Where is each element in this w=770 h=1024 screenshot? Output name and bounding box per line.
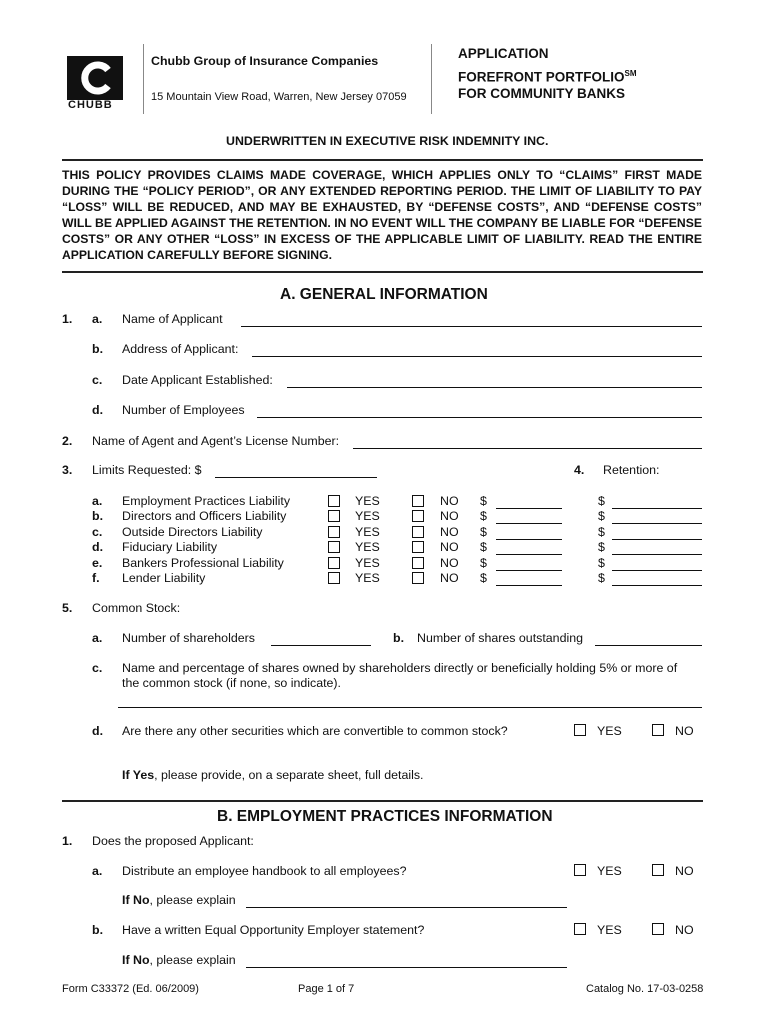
coverage-no-checkbox[interactable] (412, 557, 424, 569)
q1b-letter: b. (92, 342, 104, 356)
b-q1a-if-no (122, 893, 236, 907)
agent-license-field[interactable] (353, 448, 702, 449)
q5-number: 5. (62, 601, 73, 615)
q2-label: Name of Agent and Agent’s License Number: (92, 434, 340, 448)
b-q1b-if-no (122, 953, 236, 967)
limit-dollar-sign: $ (480, 509, 487, 523)
q1d-letter: d. (92, 403, 104, 417)
limit-amount-field[interactable] (496, 523, 562, 524)
q4-number: 4. (574, 463, 585, 477)
limit-dollar-sign: $ (480, 525, 487, 539)
q5c-label-line1: Name and percentage of shares owned by shareholders directly or beneficially holding 5% or more of (122, 661, 678, 675)
applicant-name-field[interactable] (241, 326, 702, 327)
title-forefront-text: FOREFRONT PORTFOLIO (458, 69, 625, 85)
b-q1b-no-label: NO (675, 923, 694, 937)
b-q1a-no-label: NO (675, 864, 694, 878)
coverage-yes-checkbox[interactable] (328, 572, 340, 584)
coverage-yes-checkbox[interactable] (328, 510, 340, 522)
q5d-no-label: NO (675, 724, 694, 738)
chubb-logo (64, 56, 126, 114)
coverage-no-checkbox[interactable] (412, 541, 424, 553)
b-q1b-letter: b. (92, 923, 104, 937)
coverage-no-checkbox[interactable] (412, 510, 424, 522)
limit-amount-field[interactable] (496, 585, 562, 586)
coverage-yes-checkbox[interactable] (328, 526, 340, 538)
disclaimer-top-rule (62, 159, 703, 161)
b-q1b-if-no-rest: , please explain (149, 953, 236, 967)
q5d-letter: d. (92, 724, 104, 738)
coverage-yes-checkbox[interactable] (328, 541, 340, 553)
q5c-letter: c. (92, 661, 103, 675)
retention-dollar-sign: $ (598, 525, 605, 539)
q5d-if-yes-rest: , please provide, on a separate sheet, full details. (154, 768, 424, 782)
limit-amount-field[interactable] (496, 554, 562, 555)
footer-catalog-number: Catalog No. 17-03-0258 (586, 983, 704, 995)
retention-dollar-sign: $ (598, 556, 605, 570)
shares-outstanding-field[interactable] (595, 645, 702, 646)
limit-dollar-sign: $ (480, 494, 487, 508)
b-q1b-explain-field[interactable] (246, 967, 567, 968)
b-q1b-label: Have a written Equal Opportunity Employer statement? (122, 923, 425, 937)
coverage-label: Lender Liability (122, 571, 206, 585)
coverage-yes-label: YES (355, 540, 380, 554)
logo-wordmark: CHUBB (68, 99, 113, 111)
coverage-yes-label: YES (355, 571, 380, 585)
limit-amount-field[interactable] (496, 539, 562, 540)
retention-amount-field[interactable] (612, 585, 702, 586)
q1-number: 1. (62, 312, 73, 326)
coverage-yes-label: YES (355, 494, 380, 508)
employees-field[interactable] (257, 417, 702, 418)
q5d-if-yes (122, 768, 423, 782)
coverage-letter: f. (92, 571, 100, 585)
b-q1b-yes-label: YES (597, 923, 622, 937)
coverage-label: Directors and Officers Liability (122, 509, 287, 523)
b-q1b-no-checkbox[interactable] (652, 923, 664, 935)
coverage-label: Outside Directors Liability (122, 525, 263, 539)
date-established-field[interactable] (287, 387, 702, 388)
company-name: Chubb Group of Insurance Companies (151, 54, 379, 68)
q1a-label: Name of Applicant (122, 312, 223, 326)
q1a-letter: a. (92, 312, 103, 326)
coverage-yes-label: YES (355, 525, 380, 539)
title-forefront (458, 69, 637, 85)
q1c-label: Date Applicant Established: (122, 373, 273, 387)
q5b-label: Number of shares outstanding (417, 631, 583, 645)
coverage-letter: c. (92, 525, 103, 539)
retention-dollar-sign: $ (598, 540, 605, 554)
section-b-rule (62, 800, 703, 802)
retention-amount-field[interactable] (612, 523, 702, 524)
coverage-yes-label: YES (355, 556, 380, 570)
q1d-label: Number of Employees (122, 403, 245, 417)
limit-amount-field[interactable] (496, 508, 562, 509)
b-q1a-yes-label: YES (597, 864, 622, 878)
coverage-no-checkbox[interactable] (412, 495, 424, 507)
retention-amount-field[interactable] (612, 539, 702, 540)
coverage-yes-checkbox[interactable] (328, 495, 340, 507)
q2-number: 2. (62, 434, 73, 448)
retention-dollar-sign: $ (598, 571, 605, 585)
q5-label: Common Stock: (92, 601, 181, 615)
q5d-no-checkbox[interactable] (652, 724, 664, 736)
limit-dollar-sign: $ (480, 571, 487, 585)
b-q1b-if-no-bold: If No (122, 953, 150, 967)
q3-label: Limits Requested: $ (92, 463, 202, 477)
coverage-no-label: NO (440, 525, 459, 539)
coverage-no-label: NO (440, 556, 459, 570)
coverage-no-label: NO (440, 509, 459, 523)
applicant-address-field[interactable] (252, 356, 702, 357)
disclaimer-bottom-rule (62, 271, 703, 273)
coverage-letter: b. (92, 509, 104, 523)
q5d-yes-label: YES (597, 724, 622, 738)
disclaimer-text: THIS POLICY PROVIDES CLAIMS MADE COVERAGE, WHICH APPLIES ONLY TO “CLAIMS” FIRST MADE DURING THE “POLICY PERIOD”, OR ANY EXTENDED REPORTING PERIOD. THE LIMIT OF LIABILITY TO PAY “LOSS” WILL BE REDUCED, AND MAY BE EXHAUSTED, BY “DEFENSE COSTS”, AND “DEFENSE COSTS” WILL BE APPLIED AGAINST THE RETENTION. IN NO EVENT WILL THE COMPANY BE LIABLE FOR “DEFENSE COSTS” OR ANY OTHER “LOSS” IN EXCESS OF THE APPLICABLE LIMIT OF LIABILITY. READ THE ENTIRE APPLICATION CAREFULLY BEFORE SIGNING. (62, 168, 702, 262)
q5d-if-yes-bold: If Yes (122, 768, 155, 782)
coverage-no-checkbox[interactable] (412, 526, 424, 538)
section-b-title: B. EMPLOYMENT PRACTICES INFORMATION (217, 808, 553, 825)
limit-dollar-sign: $ (480, 540, 487, 554)
limit-dollar-sign: $ (480, 556, 487, 570)
coverage-yes-checkbox[interactable] (328, 557, 340, 569)
b-q1a-no-checkbox[interactable] (652, 864, 664, 876)
b-q1a-if-no-rest: , please explain (149, 893, 236, 907)
coverage-label: Employment Practices Liability (122, 494, 291, 508)
retention-dollar-sign: $ (598, 494, 605, 508)
service-mark: SM (624, 69, 637, 78)
b-q1-number: 1. (62, 834, 73, 848)
q4-label: Retention: (603, 463, 660, 477)
q3-number: 3. (62, 463, 73, 477)
coverage-label: Fiduciary Liability (122, 540, 218, 554)
coverage-letter: e. (92, 556, 103, 570)
coverage-letter: d. (92, 540, 104, 554)
coverage-no-label: NO (440, 571, 459, 585)
retention-amount-field[interactable] (612, 570, 702, 571)
coverage-no-label: NO (440, 494, 459, 508)
q5a-letter: a. (92, 631, 103, 645)
header-divider-right (431, 44, 432, 114)
q1c-letter: c. (92, 373, 103, 387)
shareholders-detail-field[interactable] (118, 707, 702, 708)
q5a-label: Number of shareholders (122, 631, 255, 645)
coverage-label: Bankers Professional Liability (122, 556, 284, 570)
b-q1a-label: Distribute an employee handbook to all employees? (122, 864, 407, 878)
shareholders-field[interactable] (271, 645, 371, 646)
section-a-title: A. GENERAL INFORMATION (280, 286, 488, 303)
company-address: 15 Mountain View Road, Warren, New Jersey 07059 (151, 91, 407, 103)
q5b-letter: b. (393, 631, 405, 645)
title-application: APPLICATION (458, 46, 549, 61)
coverage-yes-label: YES (355, 509, 380, 523)
b-q1-label: Does the proposed Applicant: (92, 834, 254, 848)
retention-amount-field[interactable] (612, 508, 702, 509)
b-q1b-yes-checkbox[interactable] (574, 923, 586, 935)
b-q1a-explain-field[interactable] (246, 907, 567, 908)
b-q1a-if-no-bold: If No (122, 893, 150, 907)
underwritten-line: UNDERWRITTEN IN EXECUTIVE RISK INDEMNITY INC. (226, 134, 549, 148)
b-q1a-letter: a. (92, 864, 103, 878)
coverage-no-label: NO (440, 540, 459, 554)
retention-amount-field[interactable] (612, 554, 702, 555)
coverage-letter: a. (92, 494, 103, 508)
q5c-label-line2: the common stock (if none, so indicate). (122, 676, 342, 690)
footer-form-number: Form C33372 (Ed. 06/2009) (62, 983, 199, 995)
q1b-label: Address of Applicant: (122, 342, 239, 356)
q5d-label: Are there any other securities which are convertible to common stock? (122, 724, 508, 738)
limits-requested-field[interactable] (215, 477, 377, 478)
retention-dollar-sign: $ (598, 509, 605, 523)
limit-amount-field[interactable] (496, 570, 562, 571)
title-community-banks: FOR COMMUNITY BANKS (458, 86, 625, 101)
header-divider-left (143, 44, 144, 114)
coverage-no-checkbox[interactable] (412, 572, 424, 584)
q5d-yes-checkbox[interactable] (574, 724, 586, 736)
b-q1a-yes-checkbox[interactable] (574, 864, 586, 876)
footer-page-number: Page 1 of 7 (298, 983, 355, 995)
